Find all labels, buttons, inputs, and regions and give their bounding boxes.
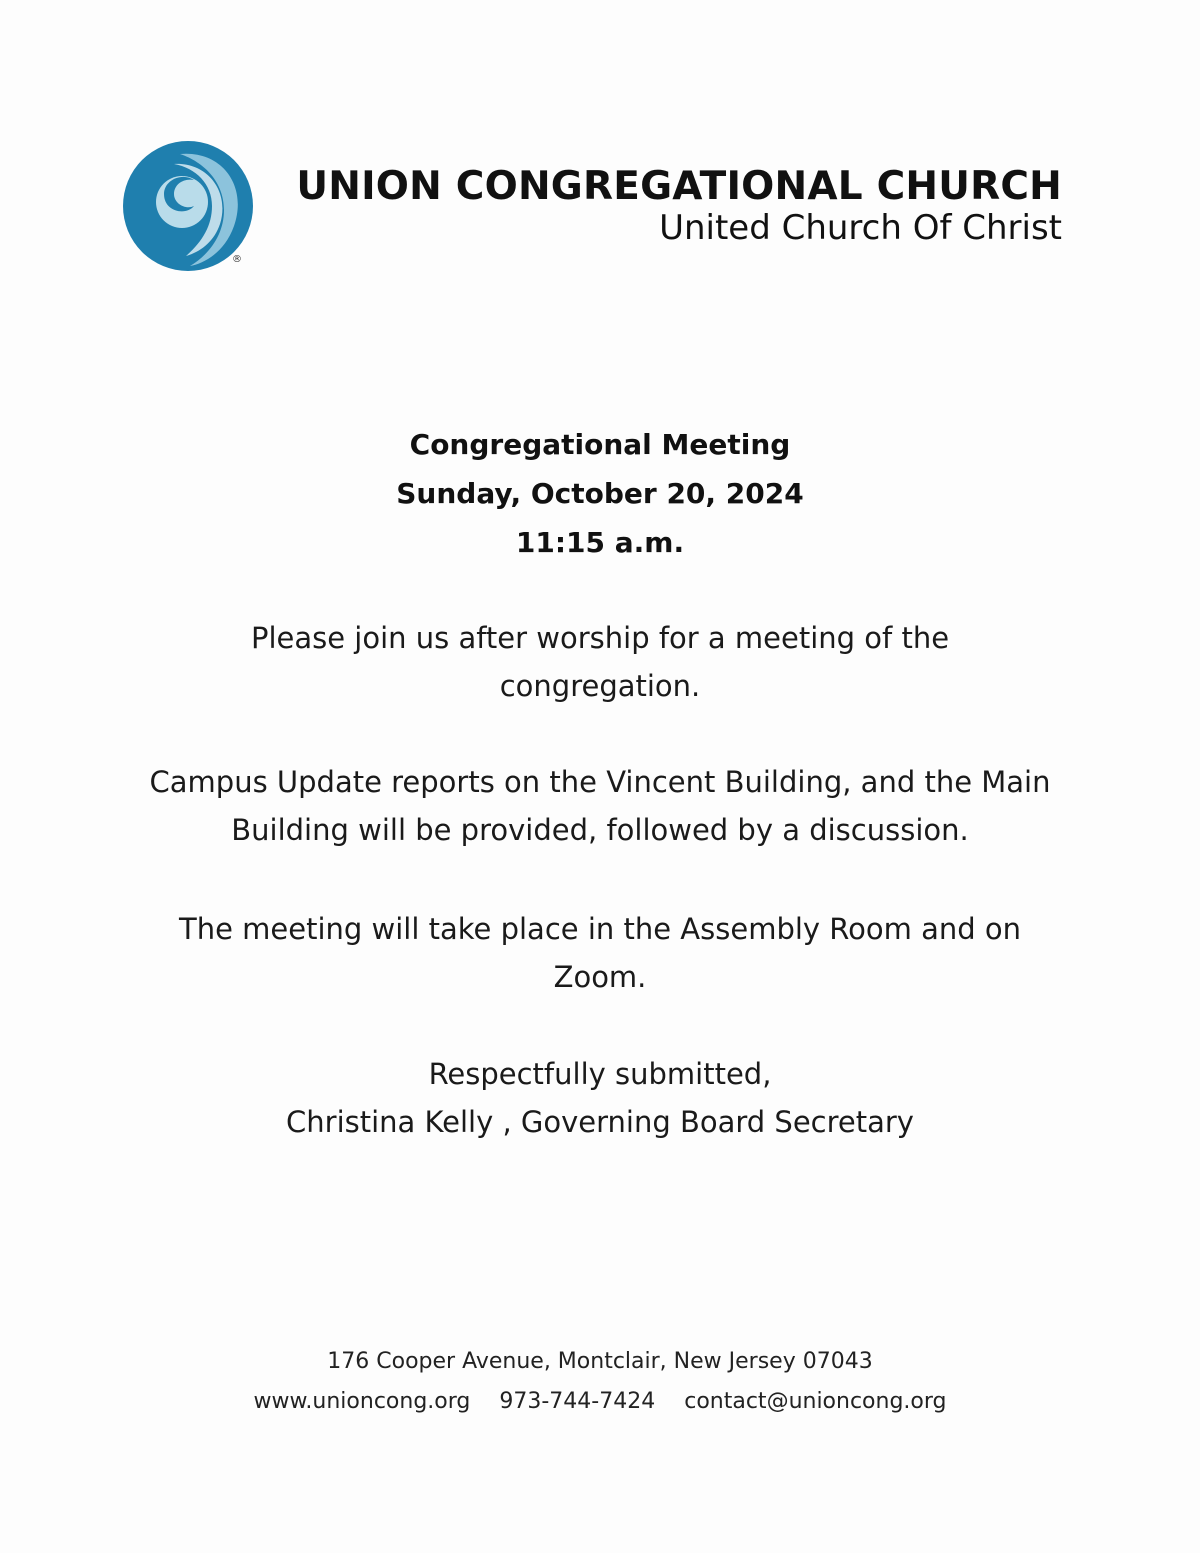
invitation-line: Please join us after worship for a meeting of the (250, 621, 950, 655)
contact-links (0, 1382, 1200, 1422)
meeting-date: Sunday, October 20, 2024 (396, 477, 804, 510)
registered-mark: ® (232, 254, 242, 265)
signer-line: Christina Kelly , Governing Board Secretary (286, 1105, 914, 1139)
contact-footer (0, 1342, 1200, 1422)
campus-update-line: Building will be provided, followed by a discussion. (231, 813, 969, 847)
email-link[interactable]: contact@unioncong.org (684, 1389, 947, 1414)
campus-update-paragraph (0, 758, 1200, 854)
signature-block (0, 1050, 1200, 1146)
phone-number[interactable]: 973-744-7424 (499, 1389, 656, 1414)
campus-update-line: Campus Update reports on the Vincent Building, and the Main (149, 765, 1051, 799)
invitation-paragraph (0, 614, 1200, 710)
location-line: Zoom. (553, 960, 647, 994)
meeting-heading (0, 420, 1200, 567)
location-paragraph (0, 905, 1200, 1001)
closing-line: Respectfully submitted, (428, 1057, 772, 1091)
meeting-time: 11:15 a.m. (515, 526, 685, 559)
meeting-title: Congregational Meeting (409, 428, 791, 461)
location-line: The meeting will take place in the Assembly Room and on (179, 912, 1021, 946)
denomination-subtitle: United Church Of Christ (659, 208, 1062, 248)
website-link[interactable]: www.unioncong.org (253, 1389, 471, 1414)
invitation-line: congregation. (499, 669, 701, 703)
address: 176 Cooper Avenue, Montclair, New Jersey 07043 (327, 1349, 873, 1374)
letterhead (120, 132, 1080, 282)
church-name: UNION CONGREGATIONAL CHURCH (296, 164, 1062, 209)
